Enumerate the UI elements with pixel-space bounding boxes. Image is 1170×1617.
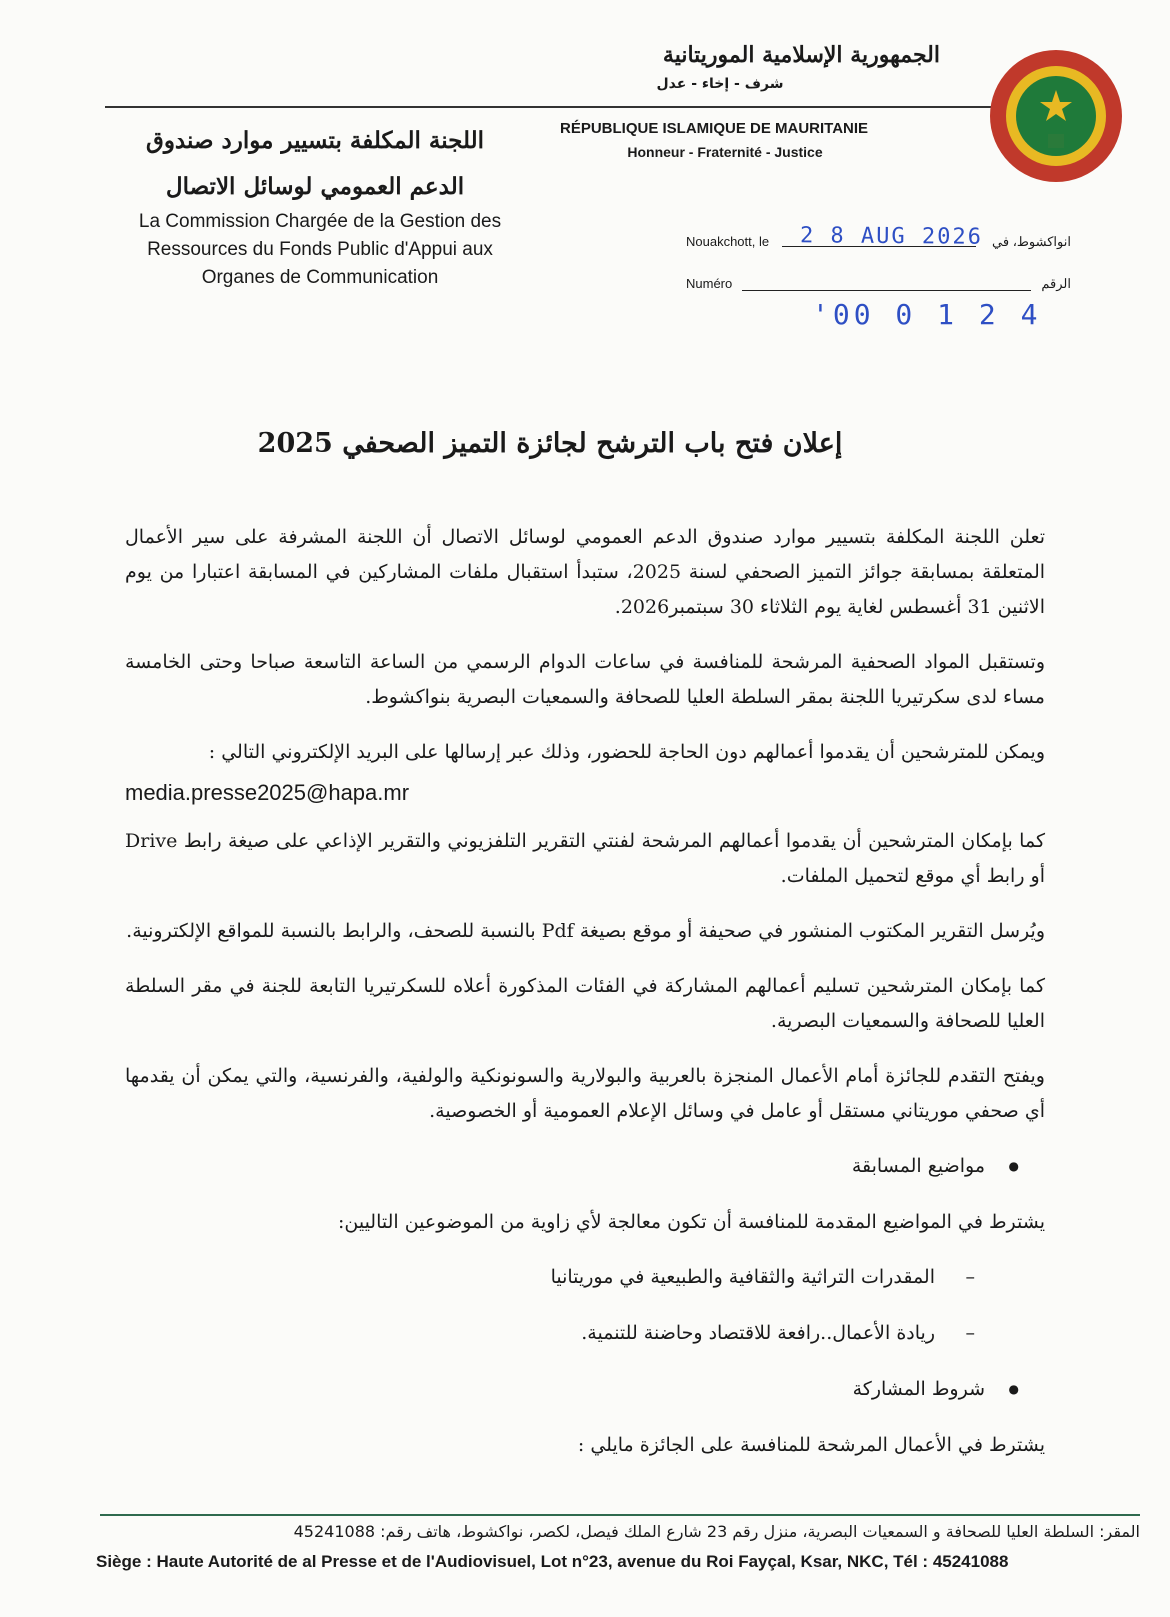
paragraph-pdf: ويُرسل التقرير المكتوب المنشور في صحيفة أو موقع بصيغة Pdf بالنسبة للصحف، والرابط بالنسبة للمواقع الإلكترونية. bbox=[126, 920, 1045, 942]
national-seal-icon bbox=[988, 48, 1124, 184]
paragraph-hours: وتستقبل المواد الصحفية المرشحة للمنافسة في ساعات الدوام الرسمي من الساعة التاسعة صباحا وحتى الخامسة مساء لدى سكرتيريا اللجنة بمقر السلطة العليا للصحافة والسمعيات البصرية بنواكشوط. bbox=[125, 651, 1045, 708]
commission-name-fr: La Commission Chargée de la Gestion des Ressources du Fonds Public d'Appui aux Organes de Communication bbox=[138, 211, 502, 288]
announcement-body bbox=[125, 520, 1045, 1483]
paragraph-topics: يشترط في المواضيع المقدمة للمنافسة أن تكون معالجة لأي زاوية من الموضوعين التاليين: bbox=[337, 1211, 1045, 1233]
paragraph-email-submission: ويمكن للمترشحين أن يقدموا أعمالهم دون الحاجة للحضور، وذلك عبر إرسالها على البريد الإلكتروني التالي : bbox=[208, 741, 1045, 763]
republic-name-fr: RÉPUBLIQUE ISLAMIQUE DE MAURITANIE bbox=[560, 120, 869, 137]
paragraph-intro: تعلن اللجنة المكلفة بتسيير موارد صندوق الدعم العمومي لوسائل الاتصال أن اللجنة المشرفة على سير الأعمال المتعلقة بمسابقة جوائز التميز الصحفي لسنة 2025، ستبدأ استقبال ملفات المشاركين في المسابقة اعتبارا من يوم الاثنين 31 أغسطس لغاية يوم الثلاثاء 30 سبتمبر2026. bbox=[125, 526, 1046, 618]
reference-number-stamp: '00 0 1 2 4 bbox=[812, 298, 1042, 331]
motto-fr: Honneur - Fraternité - Justice bbox=[627, 144, 823, 160]
topic-item-heritage: – المقدرات التراثية والثقافية والطبيعية في موريتانيا bbox=[125, 1260, 1045, 1294]
footer-address-fr: Siège : Haute Autorité de al Presse et de l'Audiovisuel, Lot n°23, avenue du Roi Fayçal, Ksar, NKC, Tél : 45241088 bbox=[96, 1552, 1009, 1571]
date-label-ar: انواكشوط، في bbox=[992, 234, 1071, 249]
republic-name-ar: الجمهورية الإسلامية الموريتانية bbox=[662, 42, 940, 68]
section-topics-heading: ● مواضيع المسابقة bbox=[125, 1149, 1045, 1183]
paragraph-conditions: يشترط في الأعمال المرشحة للمنافسة على الجائزة مايلي : bbox=[577, 1434, 1045, 1456]
announcement-title: إعلان فتح باب الترشح لجائزة التميز الصحفي 2025 bbox=[257, 428, 843, 459]
commission-name-ar: اللجنة المكلفة بتسيير موارد صندوق الدعم العمومي لوسائل الاتصال bbox=[145, 127, 484, 200]
footer-divider bbox=[100, 1514, 1140, 1516]
motto-ar: شرف - إخاء - عدل bbox=[656, 76, 784, 92]
number-line bbox=[742, 290, 1031, 291]
number-label-fr: Numéro bbox=[686, 276, 733, 291]
header-divider bbox=[105, 106, 1060, 108]
topic-item-entrepreneurship: – ريادة الأعمال..رافعة للاقتصاد وحاضنة للتنمية. bbox=[125, 1316, 1045, 1350]
footer-address-ar: المقر: السلطة العليا للصحافة و السمعيات البصرية، منزل رقم 23 شارع الملك فيصل، لكصر، نواكشوط، هاتف رقم: 45241088 bbox=[293, 1522, 1140, 1541]
contact-email[interactable]: media.presse2025@hapa.mr bbox=[125, 780, 410, 805]
paragraph-secretariat: كما بإمكان المترشحين تسليم أعمالهم المشاركة في الفئات المذكورة أعلاه للسكرتيريا التابعة للجنة في مقر السلطة العليا للصحافة والسمعيات البصرية. bbox=[125, 975, 1045, 1032]
paragraph-drive-link: كما بإمكان المترشحين أن يقدموا أعمالهم المرشحة لفنتي التقرير التلفزيوني والتقرير الإذاعي على صيغة رابط Drive أو رابط أي موقع لتحميل الملفات. bbox=[125, 830, 1045, 887]
paragraph-languages: ويفتح التقدم للجائزة أمام الأعمال المنجزة بالعربية والبولارية والسونونكية والولفية، والفرنسية، والتي يمكن أن يقدمها أي صحفي موريتاني مستقل أو عامل في وسائل الإعلام العمومية أو الخصوصية. bbox=[125, 1065, 1045, 1122]
date-label-fr: Nouakchott, le bbox=[686, 234, 770, 249]
section-conditions-heading: ● شروط المشاركة bbox=[125, 1372, 1045, 1406]
date-stamp: 2 8 AUG 2026 bbox=[799, 223, 984, 250]
number-label-ar: الرقم bbox=[1041, 276, 1071, 291]
number-field bbox=[686, 274, 1071, 298]
